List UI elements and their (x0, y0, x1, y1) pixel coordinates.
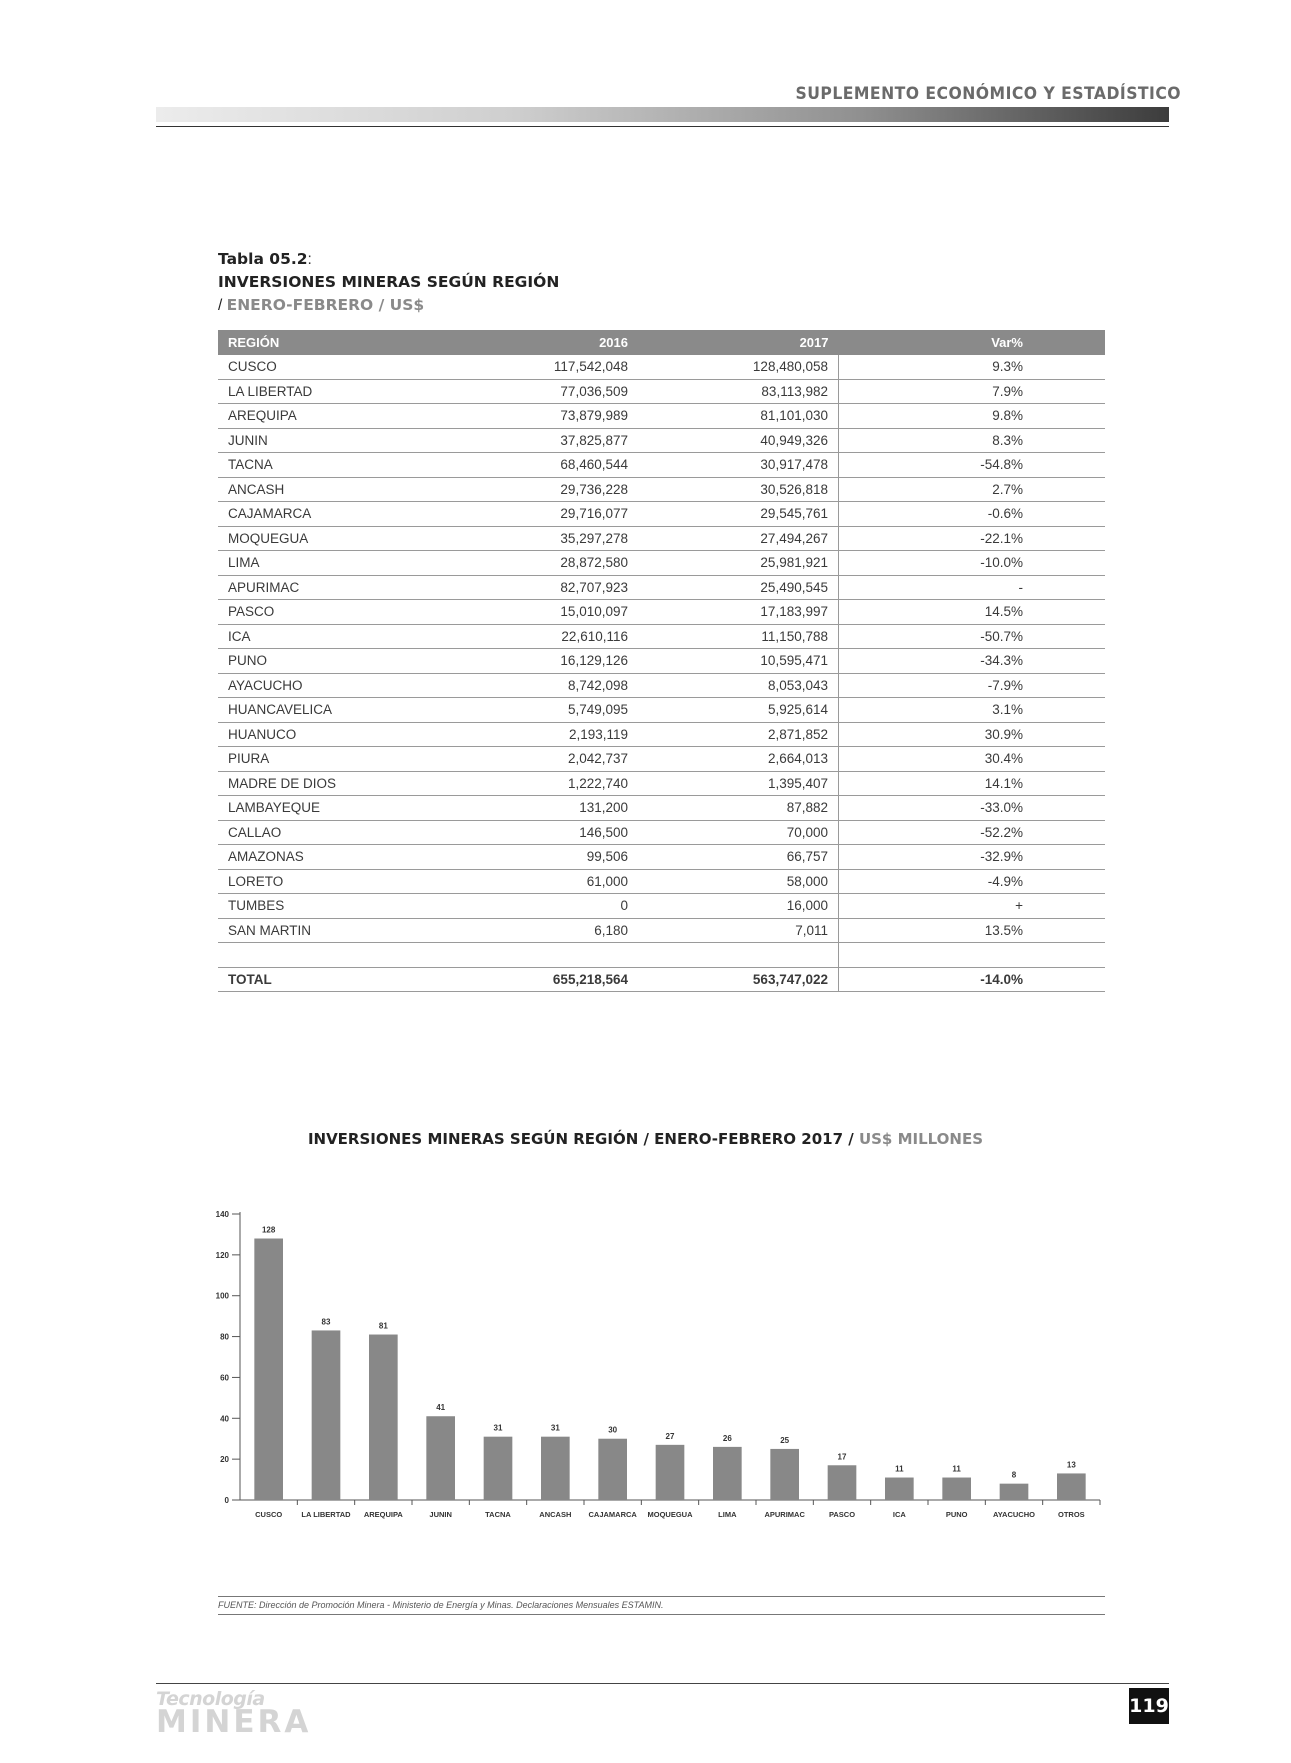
cell-2016: 82,707,923 (438, 575, 638, 600)
cell-var: -50.7% (839, 624, 1106, 649)
spacer-cell (638, 943, 839, 968)
cell-region: JUNIN (218, 428, 438, 453)
table-row (218, 575, 1105, 600)
table-row (218, 404, 1105, 429)
page-number: 119 (1129, 1688, 1169, 1724)
cell-2017: 10,595,471 (638, 649, 839, 674)
footer-rule (156, 1683, 1169, 1684)
cell-var: 2.7% (839, 477, 1106, 502)
cell-region: PIURA (218, 747, 438, 772)
category-label: AYACUCHO (993, 1510, 1035, 1519)
bar-value-label: 26 (722, 1433, 732, 1443)
caption-colon: : (307, 251, 312, 268)
table-row (218, 355, 1105, 379)
cell-2016: 35,297,278 (438, 526, 638, 551)
cell-2016: 28,872,580 (438, 551, 638, 576)
spacer-cell (839, 943, 1106, 968)
cell-2017: 83,113,982 (638, 379, 839, 404)
cell-var: -4.9% (839, 869, 1106, 894)
category-label: AREQUIPA (363, 1510, 403, 1519)
bar-value-label: 13 (1066, 1460, 1076, 1470)
col-header-var: Var% (839, 330, 1106, 355)
category-label: LA LIBERTAD (301, 1510, 351, 1519)
col-header-2017: 2017 (638, 330, 839, 355)
cell-2016: 117,542,048 (438, 355, 638, 379)
category-label: TACNA (485, 1510, 511, 1519)
cell-var: + (839, 894, 1106, 919)
magazine-logo (156, 1688, 312, 1740)
cell-2017: 2,664,013 (638, 747, 839, 772)
cell-var: -22.1% (839, 526, 1106, 551)
cell-2016: 15,010,097 (438, 600, 638, 625)
cell-2016: 8,742,098 (438, 673, 638, 698)
chart-title-unit: US$ MILLONES (858, 1130, 984, 1148)
cell-2016: 22,610,116 (438, 624, 638, 649)
cell-region: CAJAMARCA (218, 502, 438, 527)
header-rule (156, 126, 1169, 127)
col-header-2016: 2016 (438, 330, 638, 355)
bar-chart (200, 1200, 1120, 1530)
cell-var: -0.6% (839, 502, 1106, 527)
y-tick-label: 120 (215, 1250, 229, 1260)
bar-value-label: 81 (378, 1321, 388, 1331)
cell-var: 30.4% (839, 747, 1106, 772)
chart-title (0, 1130, 1291, 1148)
cell-2017: 5,925,614 (638, 698, 839, 723)
cell-region: MADRE DE DIOS (218, 771, 438, 796)
cell-region: CUSCO (218, 355, 438, 379)
spacer-cell (218, 943, 438, 968)
cell-2016: 5,749,095 (438, 698, 638, 723)
cell-2017: 30,917,478 (638, 453, 839, 478)
cell-2017: 30,526,818 (638, 477, 839, 502)
category-label: PUNO (945, 1510, 968, 1519)
cell-2016: 68,460,544 (438, 453, 638, 478)
cell-region: MOQUEGUA (218, 526, 438, 551)
y-tick-label: 80 (220, 1332, 229, 1342)
cell-var: 30.9% (839, 722, 1106, 747)
table-row (218, 820, 1105, 845)
col-header-region: REGIÓN (218, 330, 438, 355)
cell-var: -7.9% (839, 673, 1106, 698)
table-row (218, 526, 1105, 551)
cell-2017: 2,871,852 (638, 722, 839, 747)
bar (770, 1449, 799, 1500)
cell-region: TACNA (218, 453, 438, 478)
category-label: CAJAMARCA (588, 1510, 637, 1519)
table-row (218, 747, 1105, 772)
spacer-row (218, 943, 1105, 968)
category-label: ICA (892, 1510, 906, 1519)
bar-value-label: 128 (261, 1225, 276, 1235)
logo-line1: Tecnología (156, 1688, 265, 1710)
bar (885, 1478, 914, 1500)
bar-value-label: 17 (837, 1452, 847, 1462)
table-row (218, 845, 1105, 870)
cell-var: -34.3% (839, 649, 1106, 674)
bar-value-label: 11 (952, 1464, 961, 1474)
bar-value-label: 25 (780, 1435, 790, 1445)
table-row (218, 453, 1105, 478)
logo-line2: MINERA (156, 1704, 312, 1740)
bar (541, 1437, 570, 1500)
table-row (218, 624, 1105, 649)
y-tick-label: 100 (215, 1291, 229, 1301)
cell-2017: 25,490,545 (638, 575, 839, 600)
cell-region: PASCO (218, 600, 438, 625)
page-header-title: SUPLEMENTO ECONÓMICO Y ESTADÍSTICO (795, 84, 1181, 104)
y-tick-label: 60 (220, 1373, 229, 1383)
total-row (218, 967, 1105, 992)
table-row (218, 428, 1105, 453)
cell-2016: 99,506 (438, 845, 638, 870)
cell-2017: 70,000 (638, 820, 839, 845)
category-label: ANCASH (539, 1510, 572, 1519)
cell-region: ICA (218, 624, 438, 649)
cell-2017: 17,183,997 (638, 600, 839, 625)
cell-2016: 146,500 (438, 820, 638, 845)
chart-title-main: INVERSIONES MINERAS SEGÚN REGIÓN / ENERO-FEBRERO 2017 / (307, 1130, 854, 1148)
cell-2016: 16,129,126 (438, 649, 638, 674)
total-cell-var: -14.0% (839, 967, 1106, 992)
cell-region: SAN MARTIN (218, 918, 438, 943)
bar (713, 1447, 742, 1500)
cell-2017: 25,981,921 (638, 551, 839, 576)
table-title: INVERSIONES MINERAS SEGÚN REGIÓN (218, 273, 560, 291)
bar-value-label: 31 (550, 1423, 560, 1433)
source-note: FUENTE: Dirección de Promoción Minera - Ministerio de Energía y Minas. Declaraciones Mensuales ESTAMIN. (218, 1600, 664, 1610)
y-tick-label: 40 (220, 1414, 229, 1424)
bar-value-label: 8 (1011, 1470, 1017, 1480)
cell-var: -52.2% (839, 820, 1106, 845)
category-label: CUSCO (255, 1510, 283, 1519)
cell-2017: 66,757 (638, 845, 839, 870)
category-label: PASCO (828, 1510, 856, 1519)
cell-2017: 16,000 (638, 894, 839, 919)
caption-slash: / (218, 297, 227, 314)
cell-2016: 131,200 (438, 796, 638, 821)
category-label: JUNIN (429, 1510, 452, 1519)
cell-2016: 73,879,989 (438, 404, 638, 429)
cell-var: 8.3% (839, 428, 1106, 453)
cell-region: ANCASH (218, 477, 438, 502)
table-row (218, 771, 1105, 796)
category-label: APURIMAC (764, 1510, 805, 1519)
cell-region: LA LIBERTAD (218, 379, 438, 404)
table-row (218, 796, 1105, 821)
cell-region: TUMBES (218, 894, 438, 919)
cell-2017: 87,882 (638, 796, 839, 821)
cell-2017: 40,949,326 (638, 428, 839, 453)
cell-2016: 61,000 (438, 869, 638, 894)
cell-2017: 81,101,030 (638, 404, 839, 429)
table-row (218, 918, 1105, 943)
table-caption (218, 248, 559, 317)
spacer-cell (438, 943, 638, 968)
cell-2016: 37,825,877 (438, 428, 638, 453)
cell-region: APURIMAC (218, 575, 438, 600)
total-cell-2016: 655,218,564 (438, 967, 638, 992)
table-header-row (218, 330, 1105, 355)
cell-2017: 58,000 (638, 869, 839, 894)
bar (942, 1478, 971, 1500)
cell-region: PUNO (218, 649, 438, 674)
table-row (218, 722, 1105, 747)
table-row (218, 477, 1105, 502)
cell-region: AYACUCHO (218, 673, 438, 698)
cell-var: -33.0% (839, 796, 1106, 821)
investment-table (218, 330, 1105, 992)
bar-value-label: 31 (493, 1423, 503, 1433)
bar (254, 1239, 283, 1500)
cell-2016: 1,222,740 (438, 771, 638, 796)
cell-var: - (839, 575, 1106, 600)
cell-2016: 2,193,119 (438, 722, 638, 747)
cell-var: 14.1% (839, 771, 1106, 796)
bar-value-label: 83 (321, 1317, 331, 1327)
bar (484, 1437, 513, 1500)
cell-var: -10.0% (839, 551, 1106, 576)
cell-var: -54.8% (839, 453, 1106, 478)
table-row (218, 551, 1105, 576)
bar (1057, 1473, 1086, 1500)
cell-var: 7.9% (839, 379, 1106, 404)
category-label: OTROS (1057, 1510, 1085, 1519)
cell-region: HUANUCO (218, 722, 438, 747)
cell-2017: 7,011 (638, 918, 839, 943)
bar-value-label: 11 (895, 1464, 904, 1474)
cell-region: LAMBAYEQUE (218, 796, 438, 821)
cell-var: 9.3% (839, 355, 1106, 379)
cell-var: 14.5% (839, 600, 1106, 625)
cell-var: 13.5% (839, 918, 1106, 943)
cell-var: 3.1% (839, 698, 1106, 723)
y-tick-label: 140 (215, 1210, 229, 1219)
cell-2016: 29,716,077 (438, 502, 638, 527)
category-label: MOQUEGUA (647, 1510, 693, 1519)
total-cell-region: TOTAL (218, 967, 438, 992)
cell-region: HUANCAVELICA (218, 698, 438, 723)
cell-2017: 11,150,788 (638, 624, 839, 649)
bar (598, 1439, 627, 1500)
table-subtitle: ENERO-FEBRERO / US$ (226, 296, 425, 314)
cell-2017: 128,480,058 (638, 355, 839, 379)
cell-2017: 1,395,407 (638, 771, 839, 796)
table-body (218, 355, 1105, 992)
cell-2016: 2,042,737 (438, 747, 638, 772)
table-row (218, 649, 1105, 674)
table-row (218, 869, 1105, 894)
source-rule-bottom (218, 1614, 1105, 1615)
bar-value-label: 27 (665, 1431, 675, 1441)
total-cell-2017: 563,747,022 (638, 967, 839, 992)
table-label: Tabla 05.2 (218, 250, 308, 268)
y-tick-label: 0 (224, 1496, 229, 1505)
cell-region: AREQUIPA (218, 404, 438, 429)
y-tick-label: 20 (220, 1455, 229, 1465)
table-row (218, 673, 1105, 698)
cell-var: -32.9% (839, 845, 1106, 870)
bar (369, 1335, 398, 1500)
table-row (218, 698, 1105, 723)
cell-region: CALLAO (218, 820, 438, 845)
bar (426, 1416, 455, 1500)
cell-2017: 29,545,761 (638, 502, 839, 527)
table-row (218, 894, 1105, 919)
bar (1000, 1484, 1029, 1500)
cell-region: AMAZONAS (218, 845, 438, 870)
table-row (218, 502, 1105, 527)
cell-2017: 8,053,043 (638, 673, 839, 698)
cell-2016: 6,180 (438, 918, 638, 943)
bar (828, 1465, 857, 1500)
bar-value-label: 41 (436, 1403, 446, 1413)
cell-2016: 29,736,228 (438, 477, 638, 502)
bar (312, 1330, 341, 1500)
cell-2016: 77,036,509 (438, 379, 638, 404)
cell-var: 9.8% (839, 404, 1106, 429)
bar (656, 1445, 685, 1500)
header-gradient-bar (156, 107, 1169, 122)
table-row (218, 379, 1105, 404)
cell-region: LORETO (218, 869, 438, 894)
category-label: LIMA (718, 1510, 737, 1519)
table-row (218, 600, 1105, 625)
source-rule-top (218, 1596, 1105, 1597)
bar-value-label: 30 (608, 1425, 618, 1435)
cell-region: LIMA (218, 551, 438, 576)
cell-2017: 27,494,267 (638, 526, 839, 551)
cell-2016: 0 (438, 894, 638, 919)
